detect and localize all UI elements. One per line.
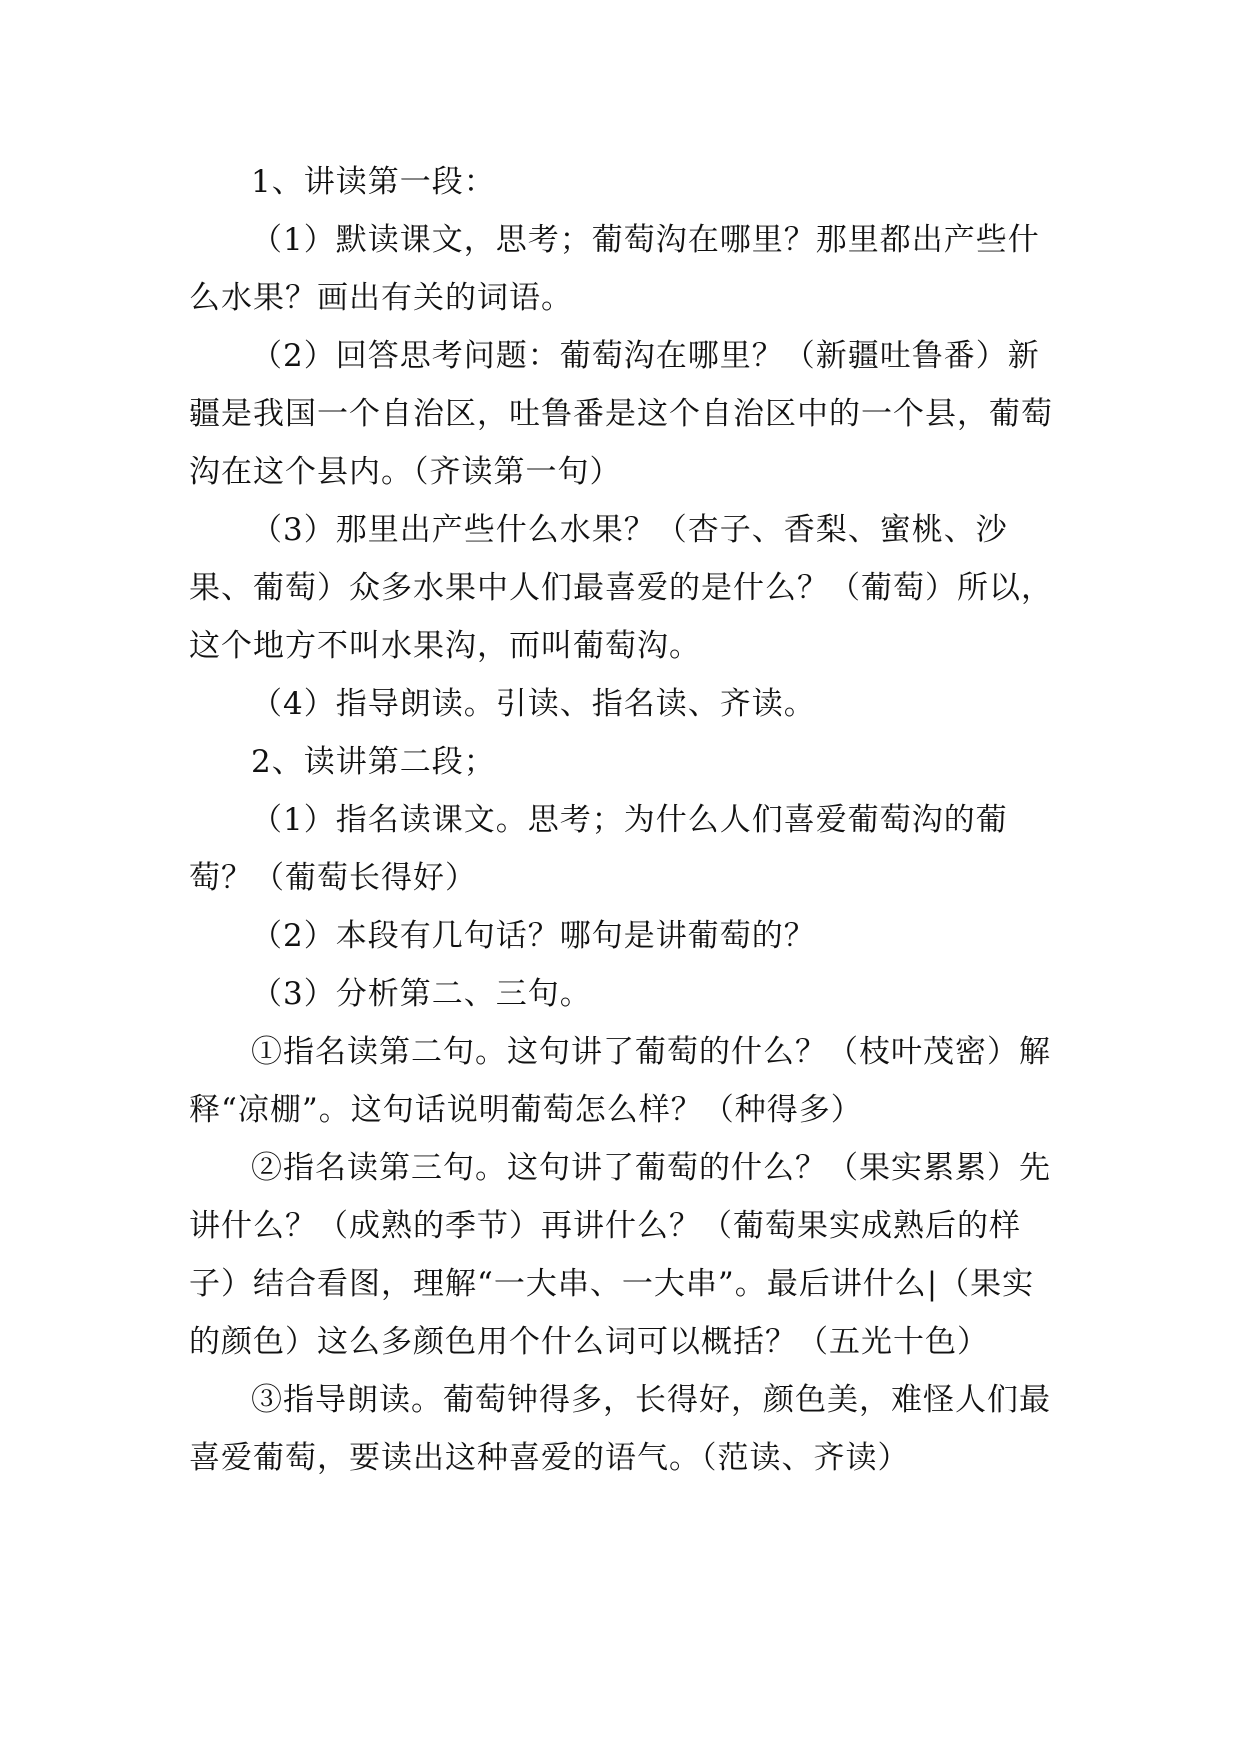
paragraph-7: （1）指名读课文。思考；为什么人们喜爱葡萄沟的葡萄？（葡萄长得好） <box>189 802 1008 896</box>
paragraph-8: （2）本段有几句话？哪句是讲葡萄的？ <box>251 918 816 954</box>
paragraph-11: ②指名读第三句。这句讲了葡萄的什么？（果实累累）先讲什么？（成熟的季节）再讲什么？（葡萄果实成熟后的样子）结合看图，理解“一大串、一大串”。最后讲什么|（果实的颜色）这么多颜色用个什么词可以概括？（五光十色） <box>189 1150 1051 1360</box>
document-body <box>189 153 1061 1487</box>
paragraph-6: 2、读讲第二段； <box>251 744 496 780</box>
paragraph-1: 1、讲读第一段： <box>251 164 496 200</box>
paragraph-2: （1）默读课文，思考；葡萄沟在哪里？那里都出产些什么水果？画出有关的词语。 <box>189 222 1040 316</box>
paragraph-4: （3）那里出产些什么水果？（杏子、香梨、蜜桃、沙果、葡萄）众多水果中人们最喜爱的是什么？（葡萄）所以，这个地方不叫水果沟，而叫葡萄沟。 <box>189 512 1053 664</box>
paragraph-9: （3）分析第二、三句。 <box>251 976 592 1012</box>
paragraph-5: （4）指导朗读。引读、指名读、齐读。 <box>251 686 816 722</box>
paragraph-3: （2）回答思考问题：葡萄沟在哪里？（新疆吐鲁番）新疆是我国一个自治区，吐鲁番是这个自治区中的一个县，葡萄沟在这个县内。（齐读第一句） <box>189 338 1053 490</box>
paragraph-12: ③指导朗读。葡萄钟得多，长得好，颜色美，难怪人们最喜爱葡萄，要读出这种喜爱的语气。（范读、齐读） <box>189 1382 1051 1476</box>
paragraph-10: ①指名读第二句。这句讲了葡萄的什么？（枝叶茂密）解释“凉棚”。这句话说明葡萄怎么样？（种得多） <box>189 1034 1051 1128</box>
